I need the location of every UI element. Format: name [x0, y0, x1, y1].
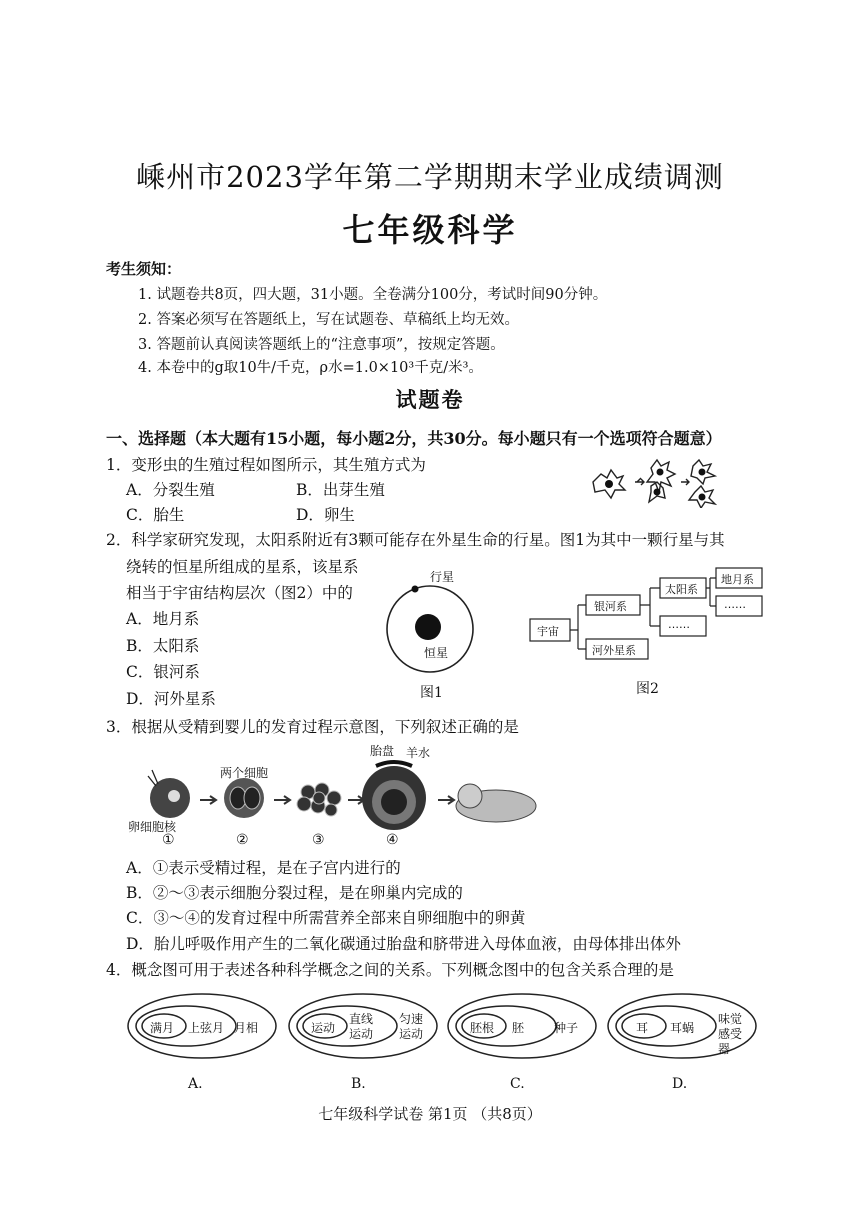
- diagram-a-outer: 月相: [234, 1021, 259, 1035]
- concept-diagram-a: [126, 992, 278, 1092]
- stage-2-label: ②: [236, 832, 249, 848]
- diagram-d-inner: 耳: [636, 1021, 649, 1035]
- nucleus-label: 卵细胞核: [128, 820, 177, 834]
- diagram-d-middle: 耳蜗: [670, 1021, 695, 1035]
- question-2-stem-line3: 相当于宇宙结构层次（图2）中的: [126, 584, 353, 602]
- q3-option-b: B．②～③表示细胞分裂过程，是在卵巢内完成的: [126, 884, 463, 902]
- diagram-c-inner: 胚根: [470, 1021, 495, 1035]
- universe-box: 宇宙: [537, 625, 559, 638]
- exam-title: 嵊州市2023学年第二学期期末学业成绩调测: [136, 160, 724, 194]
- question-2-stem-line2: 绕转的恒星所组成的星系，该星系: [126, 558, 359, 576]
- solar-system-box: 太阳系: [665, 583, 698, 596]
- diagram-c-label: C.: [510, 1076, 525, 1092]
- q3-option-d: D．胎儿呼吸作用产生的二氧化碳通过胎盘和脐带进入母体血液，由母体排出体外: [126, 935, 681, 953]
- ellipsis-box-a: ……: [668, 618, 690, 631]
- q2-option-a: A．地月系: [126, 610, 200, 628]
- amoeba-figure: [585, 452, 725, 508]
- subject-title: 七年级科学: [342, 211, 518, 249]
- diagram-a-label: A.: [188, 1076, 203, 1092]
- q1-option-b: B．出芽生殖: [296, 481, 385, 499]
- question-2-stem-line1: 2．科学家研究发现，太阳系附近有3颗可能存在外星生命的行星。图1为其中一颗行星与其: [106, 531, 725, 549]
- ellipsis-box-b: ……: [724, 598, 746, 611]
- amniotic-label: 羊水: [406, 746, 431, 760]
- diagram-a-middle: 上弦月: [188, 1021, 225, 1035]
- q1-option-d: D．卵生: [296, 506, 355, 524]
- notice-item: 4. 本卷中的g取10牛/千克，ρ水=1.0×10³千克/米³。: [138, 360, 483, 376]
- q2-option-c: C．银河系: [126, 663, 200, 681]
- diagram-d-label: D.: [672, 1076, 688, 1092]
- diagram-c-outer: 种子: [554, 1021, 579, 1035]
- diagram-b-inner: 运动: [311, 1021, 336, 1035]
- question-4-stem: 4．概念图可用于表述各种科学概念之间的关系。下列概念图中的包含关系合理的是: [106, 961, 674, 979]
- q1-option-a: A．分裂生殖: [126, 481, 215, 499]
- figure-1-caption: 图1: [420, 685, 443, 701]
- q2-option-b: B．太阳系: [126, 637, 200, 655]
- section-title: 试题卷: [395, 387, 465, 412]
- development-stages: [126, 740, 546, 852]
- q2-option-d: D．河外星系: [126, 690, 216, 708]
- question-1-stem: 1．变形虫的生殖过程如图所示，其生殖方式为: [106, 456, 426, 474]
- diagram-b-label: B.: [351, 1076, 366, 1092]
- star-label: 恒星: [424, 646, 449, 660]
- notice-item: 2. 答案必须写在答题纸上，写在试题卷、草稿纸上均无效。: [138, 312, 519, 328]
- concept-diagram-c: [446, 992, 598, 1092]
- notice-item: 3. 答题前认真阅读答题纸上的“注意事项”，按规定答题。: [138, 337, 505, 353]
- q1-option-c: C．胎生: [126, 506, 185, 524]
- other-galaxies-box: 河外星系: [592, 644, 636, 657]
- page-footer: 七年级科学试卷 第1页 （共8页）: [318, 1105, 542, 1123]
- diagram-b-middle: 直线运动: [349, 1012, 374, 1041]
- diagram-b-outer: 匀速运动: [399, 1012, 424, 1041]
- two-cells-label: 两个细胞: [220, 766, 269, 780]
- part-heading: 一、选择题（本大题有15小题，每小题2分，共30分。每小题只有一个选项符合题意）: [106, 429, 722, 448]
- notice-item: 1. 试题卷共8页，四大题，31小题。全卷满分100分，考试时间90分钟。: [138, 287, 608, 303]
- question-3-stem: 3．根据从受精到婴儿的发育过程示意图，下列叙述正确的是: [106, 718, 519, 736]
- planet-label: 行星: [430, 570, 455, 584]
- milky-way-box: 银河系: [594, 600, 627, 613]
- q3-option-c: C．③～④的发育过程中所需营养全部来自卵细胞中的卵黄: [126, 909, 526, 927]
- stage-4-label: ④: [386, 832, 399, 848]
- earth-moon-box: 地月系: [721, 573, 754, 586]
- stage-1-label: ①: [162, 832, 175, 848]
- q3-option-a: A．①表示受精过程，是在子宫内进行的: [126, 859, 401, 877]
- figure-2: [528, 566, 768, 696]
- diagram-a-inner: 满月: [150, 1021, 175, 1035]
- development-figure: [126, 740, 546, 852]
- figure-1: [382, 566, 492, 701]
- diagram-d-outer: 味觉感受器: [718, 1012, 743, 1056]
- notice-heading: 考生须知：: [106, 260, 182, 278]
- concept-diagram-d: [606, 992, 758, 1092]
- figure-2-caption: 图2: [636, 681, 659, 697]
- placenta-label: 胎盘: [370, 744, 395, 758]
- diagram-c-middle: 胚: [512, 1021, 525, 1035]
- concept-diagram-b: [287, 992, 439, 1092]
- stage-3-label: ③: [312, 832, 325, 848]
